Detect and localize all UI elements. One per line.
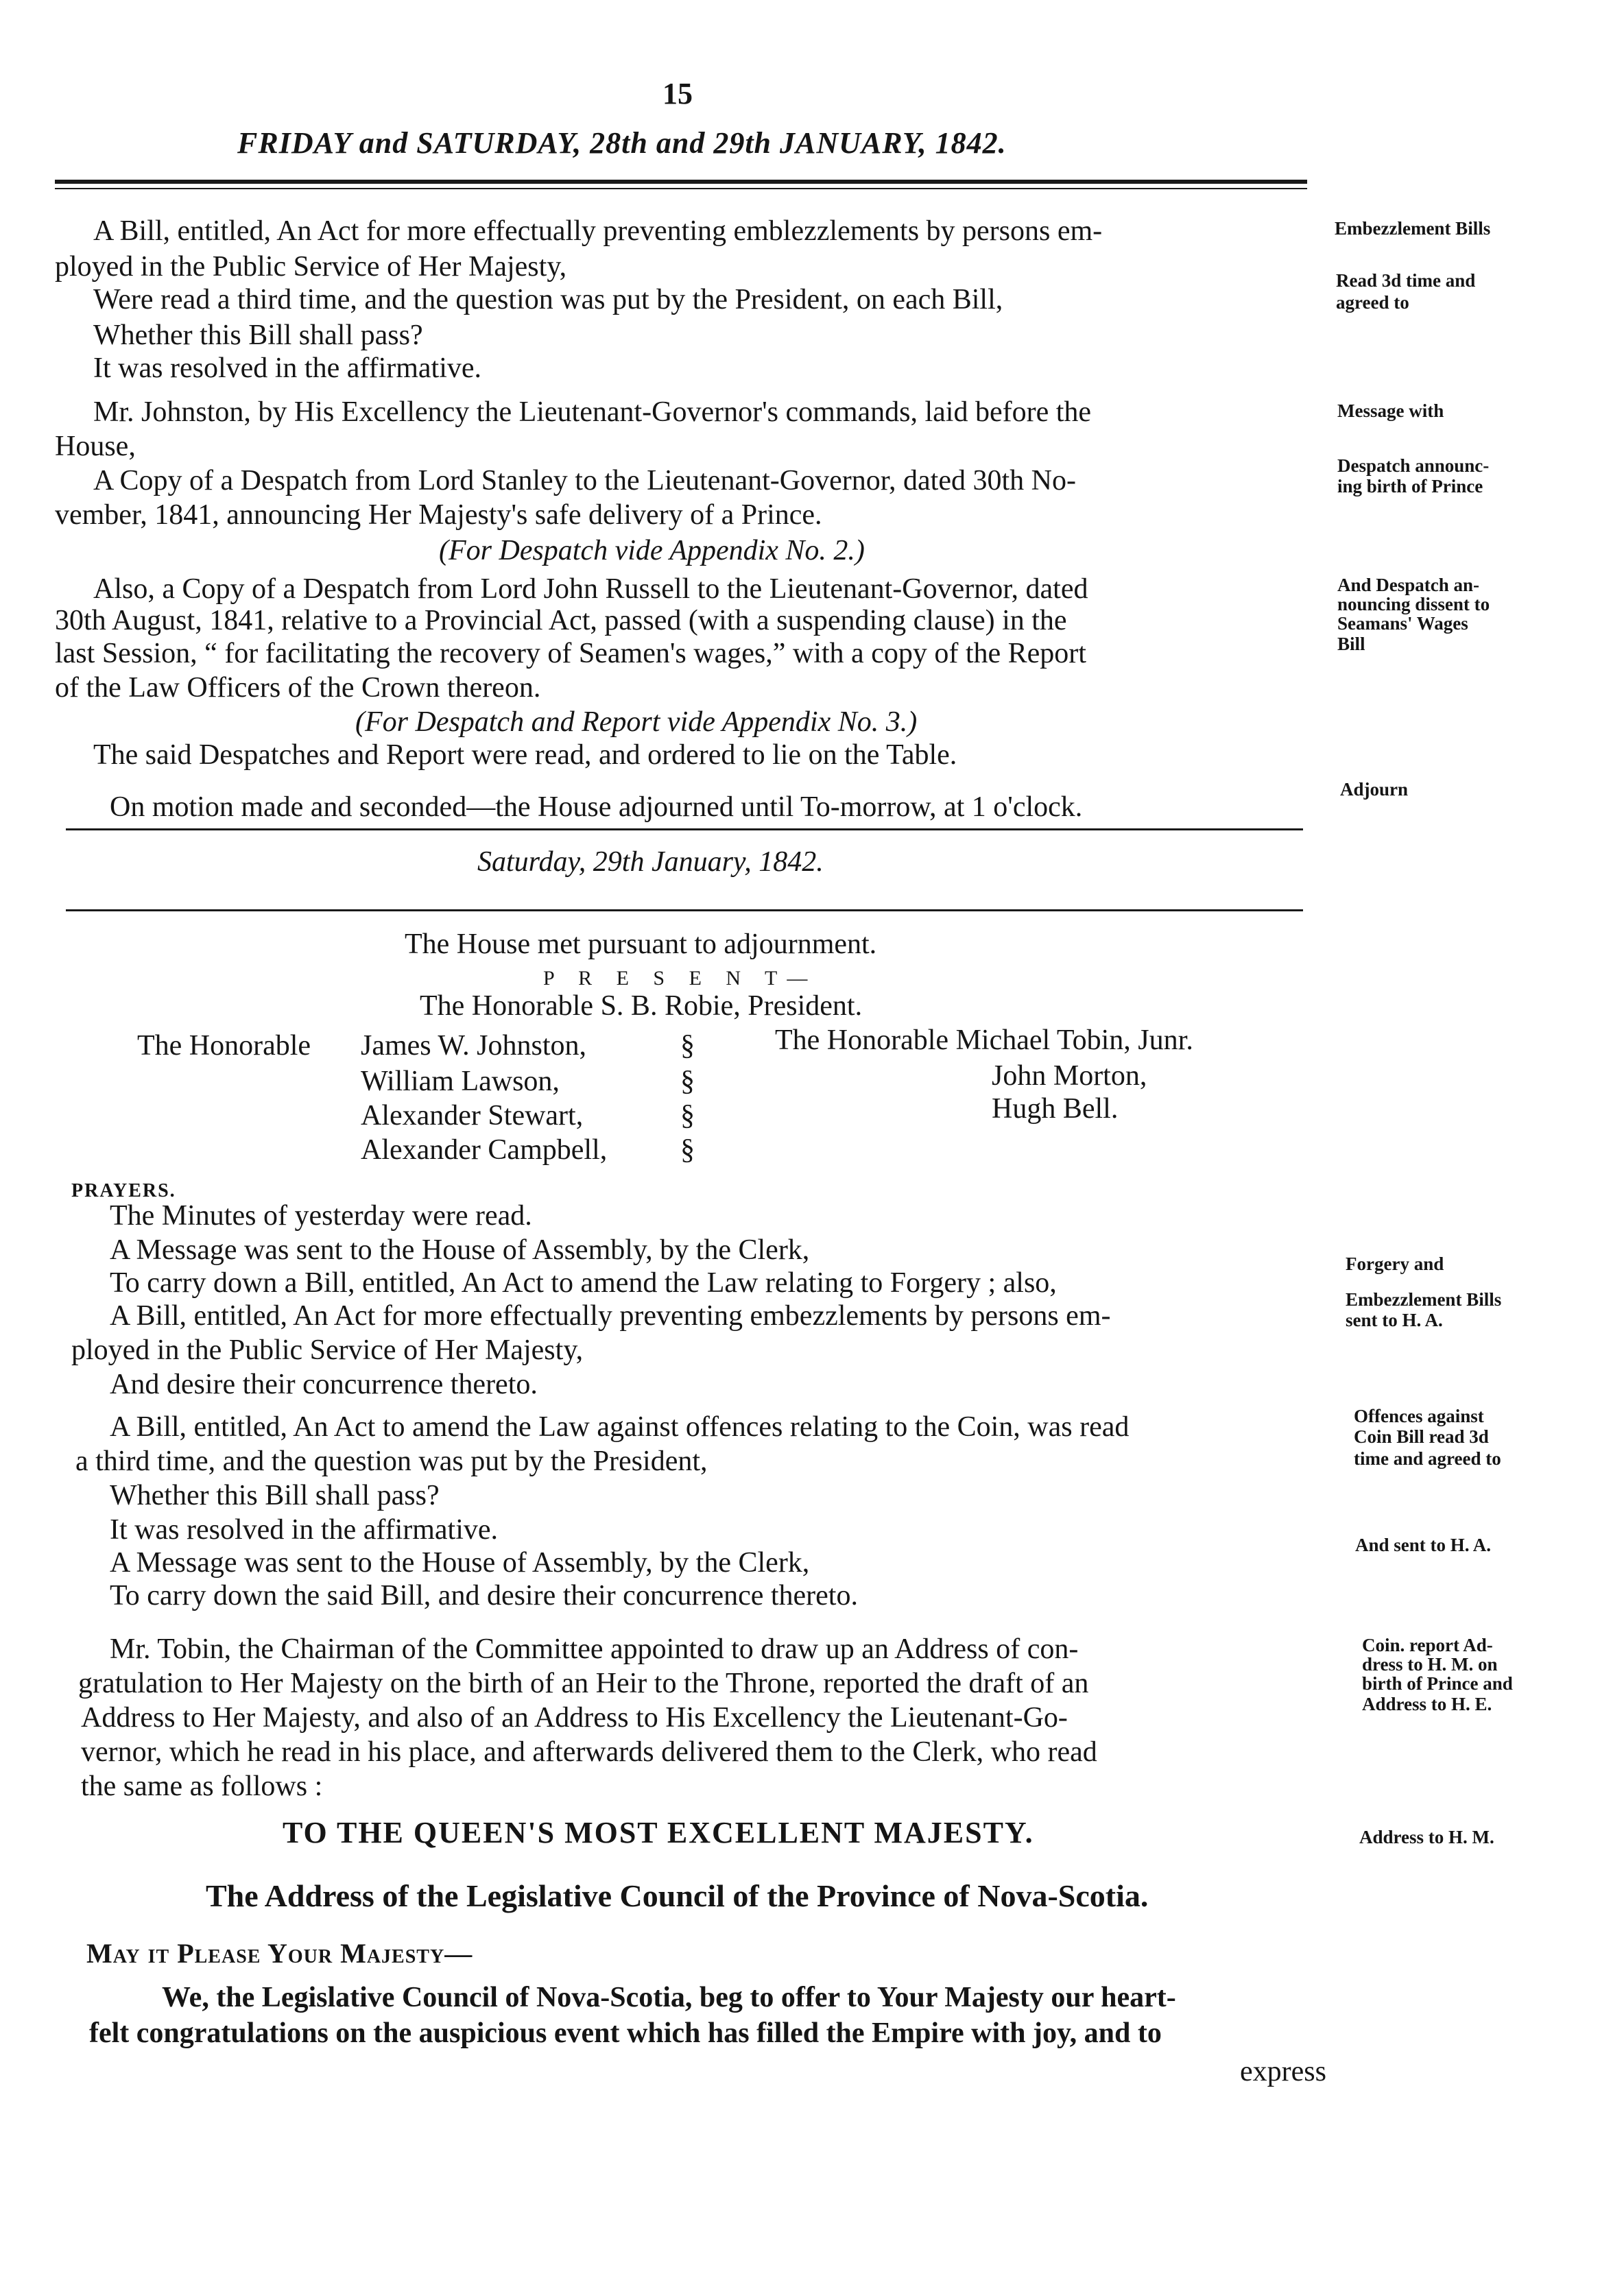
section-mark: § [680,1030,695,1062]
section-date: Saturday, 29th January, 1842. [477,846,824,878]
section-rule [66,909,1303,911]
body-line: A Message was sent to the House of Assembly, by the Clerk, [110,1547,810,1579]
body-line: A Copy of a Despatch from Lord Stanley to the Lieutenant-Governor, dated 30th No- [93,465,1076,496]
margin-note: And Despatch an- [1337,575,1480,595]
body-line: Address to Her Majesty, and also of an Address to His Excellency the Lieutenant-Go- [81,1702,1068,1734]
body-line: The Honorable [137,1030,311,1062]
body-line: Whether this Bill shall pass? [93,320,423,351]
margin-note: Offences against [1354,1406,1484,1426]
margin-note: Address to H. M. [1359,1827,1494,1847]
section-rule [66,828,1303,830]
body-line: the same as follows : [81,1771,323,1802]
body-line: It was resolved in the affirmative. [93,352,482,384]
member-name: Alexander Stewart, [361,1100,584,1131]
margin-note: Read 3d time and [1336,270,1476,291]
body-line: last Session, “ for facilitating the recovery of Seamen's wages,” with a copy of the Report [55,638,1086,669]
section-mark: § [680,1100,695,1131]
page-number: 15 [662,77,693,110]
body-line: House, [55,431,136,462]
body-line: And desire their concurrence thereto. [110,1369,538,1400]
margin-note: Bill [1337,634,1365,654]
body-line: felt congratulations on the auspicious event which has filled the Empire with joy, and to [89,2017,1162,2049]
body-line: gratulation to Her Majesty on the birth of an Heir to the Throne, reported the draft of an [78,1668,1089,1699]
margin-note: Forgery and [1346,1254,1444,1274]
member-name: Hugh Bell. [992,1093,1119,1125]
margin-note: nouncing dissent to [1337,594,1490,614]
body-line: A Message was sent to the House of Assembly, by the Clerk, [110,1234,810,1266]
member-name: John Morton, [992,1060,1147,1092]
margin-note: Embezzlement Bills [1346,1289,1502,1310]
margin-note: sent to H. A. [1346,1310,1443,1330]
section-mark: § [680,1134,695,1166]
body-line: vernor, which he read in his place, and afterwards delivered them to the Clerk, who read [81,1736,1097,1768]
running-header: FRIDAY and SATURDAY, 28th and 29th JANUARY, 1842. [237,126,1007,160]
body-line: On motion made and seconded—the House adjourned until To-morrow, at 1 o'clock. [110,791,1083,823]
member-name: The Honorable Michael Tobin, Junr. [775,1024,1193,1056]
body-line: It was resolved in the affirmative. [110,1514,499,1546]
margin-note: Embezzlement Bills [1335,218,1491,239]
header-rule-thin [55,188,1307,189]
body-line: ployed in the Public Service of Her Majesty, [71,1334,584,1366]
body-line: A Bill, entitled, An Act to amend the Law against offences relating to the Coin, was read [110,1411,1130,1443]
body-line: Whether this Bill shall pass? [110,1480,440,1511]
body-line: To carry down the said Bill, and desire their concurrence thereto. [110,1580,858,1611]
body-line: Were read a third time, and the question was put by the President, on each Bill, [93,284,1003,315]
member-name: William Lawson, [361,1066,560,1097]
margin-note: And sent to H. A. [1355,1535,1492,1555]
margin-note: agreed to [1336,292,1409,313]
prayers-label: PRAYERS. [71,1180,176,1201]
margin-note: Address to H. E. [1362,1694,1492,1714]
section-mark: § [680,1066,695,1097]
body-line: Mr. Johnston, by His Excellency the Lieutenant-Governor's commands, laid before the [93,396,1092,428]
margin-note: Message with [1337,400,1444,421]
address-heading: TO THE QUEEN'S MOST EXCELLENT MAJESTY. [283,1816,1034,1849]
margin-note: Coin. report Ad- [1362,1635,1493,1655]
member-name: Alexander Campbell, [361,1134,608,1166]
appendix-reference: (For Despatch vide Appendix No. 2.) [439,535,865,566]
body-line: a third time, and the question was put by the President, [75,1446,708,1477]
body-line: Also, a Copy of a Despatch from Lord John Russell to the Lieutenant-Governor, dated [93,573,1088,605]
salutation: May it Please Your Majesty— [86,1938,473,1969]
body-line: The Honorable S. B. Robie, President. [420,990,863,1022]
body-line: Mr. Tobin, the Chairman of the Committee appointed to draw up an Address of con- [110,1633,1079,1665]
member-name: James W. Johnston, [361,1030,587,1062]
margin-note: Coin Bill read 3d [1354,1426,1489,1447]
body-line: ployed in the Public Service of Her Majesty, [55,251,567,283]
body-line: To carry down a Bill, entitled, An Act to amend the Law relating to Forgery ; also, [110,1267,1057,1299]
body-line: vember, 1841, announcing Her Majesty's safe delivery of a Prince. [55,499,822,531]
body-line: The Minutes of yesterday were read. [110,1200,532,1232]
margin-note: Adjourn [1340,779,1409,800]
body-line: of the Law Officers of the Crown thereon. [55,672,541,704]
margin-note: Despatch announc- [1337,455,1490,476]
body-line: We, the Legislative Council of Nova-Scotia, beg to offer to Your Majesty our heart- [162,1982,1176,2013]
address-subheading: The Address of the Legislative Council of the Province of Nova-Scotia. [206,1878,1149,1913]
body-line: A Bill, entitled, An Act for more effectually preventing emblezzlements by persons em- [93,215,1103,247]
margin-note: dress to H. M. on [1362,1654,1498,1675]
appendix-reference: (For Despatch and Report vide Appendix No. 3.) [355,706,918,738]
body-line: 30th August, 1841, relative to a Provincial Act, passed (with a suspending clause) in the [55,605,1067,636]
header-rule-thick [55,180,1307,184]
margin-note: birth of Prince and [1362,1673,1513,1694]
margin-note: ing birth of Prince [1337,476,1483,496]
body-line: The said Despatches and Report were read, and ordered to lie on the Table. [93,739,957,771]
present-heading: P R E S E N T— [543,967,817,990]
margin-note: time and agreed to [1354,1448,1501,1469]
body-line: The House met pursuant to adjournment. [405,928,877,960]
margin-note: Seamans' Wages [1337,613,1468,634]
catchword: express [1240,2056,1326,2087]
body-line: A Bill, entitled, An Act for more effectually preventing embezzlements by persons em- [110,1300,1111,1332]
